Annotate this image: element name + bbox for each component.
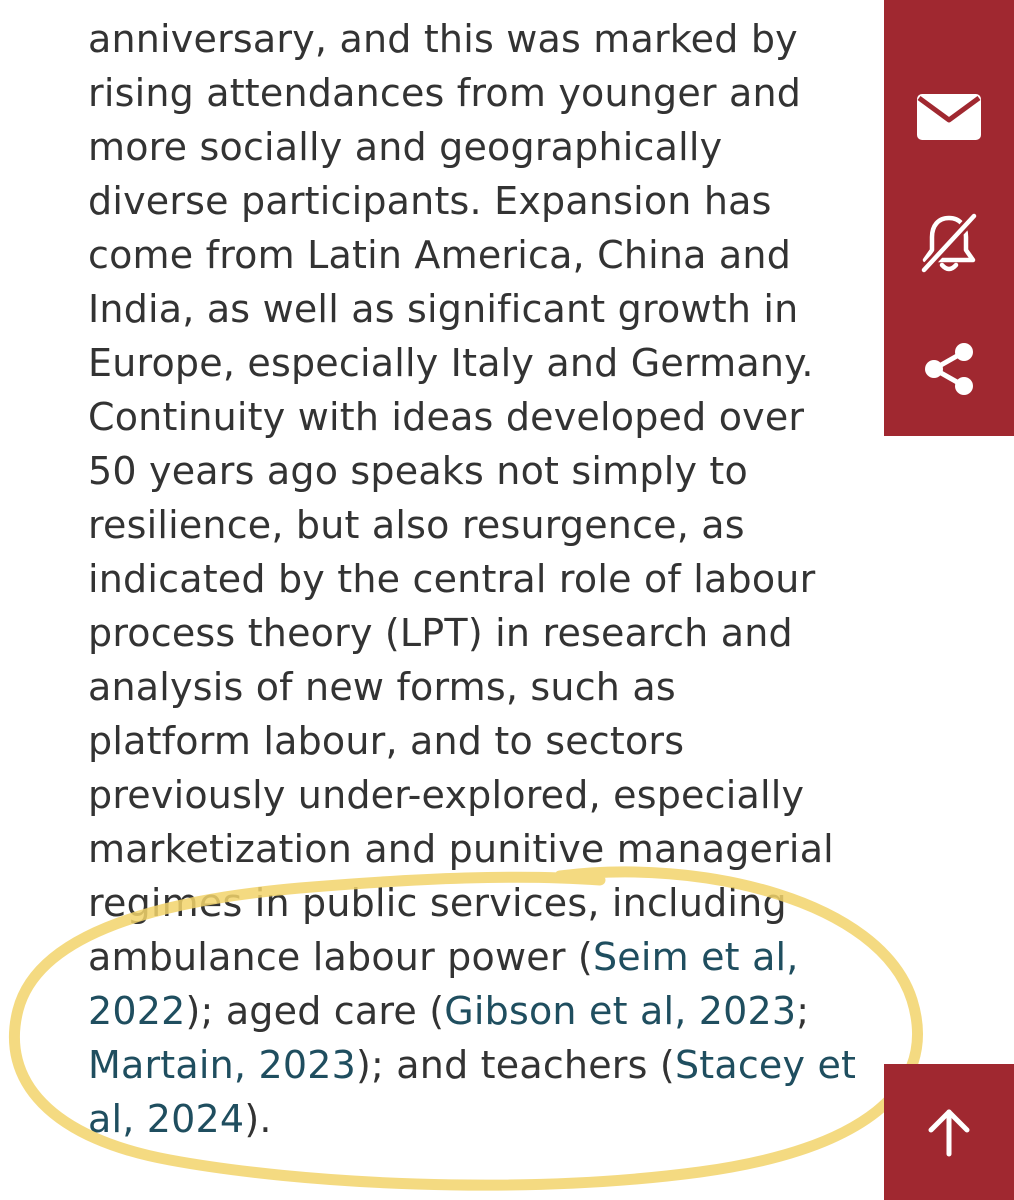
text-span: ; — [796, 989, 810, 1033]
citation-link-martain[interactable]: Martain, 2023 — [88, 1043, 356, 1087]
back-to-top-button[interactable] — [884, 1064, 1014, 1200]
paragraph-line: 50 years ago speaks not simply to — [88, 449, 748, 493]
paragraph-line: Europe, especially Italy and Germany. — [88, 341, 814, 385]
paragraph-line: process theory (LPT) in research and — [88, 611, 793, 655]
text-span: ambulance labour power ( — [88, 935, 593, 979]
article-body — [88, 0, 857, 1200]
alert-off-icon — [916, 210, 982, 276]
paragraph-line: analysis of new forms, such as — [88, 665, 676, 709]
paragraph-line: diverse participants. Expansion has — [88, 179, 772, 223]
share-button[interactable] — [884, 314, 1014, 424]
text-span: ); and teachers ( — [356, 1043, 675, 1087]
arrow-up-icon — [923, 1106, 975, 1158]
paragraph-line: India, as well as significant growth in — [88, 287, 799, 331]
paragraph-line — [88, 1038, 856, 1092]
citation-link-seim[interactable]: Seim et al, — [592, 935, 799, 979]
email-icon — [915, 92, 983, 142]
paragraph-line: previously under-explored, especially — [88, 773, 805, 817]
paragraph-line: anniversary, and this was marked by — [88, 17, 798, 61]
paragraph-line: regimes in public services, including — [88, 881, 787, 925]
citation-link-seim-year[interactable]: 2022 — [88, 989, 186, 1033]
text-span: ); aged care ( — [185, 989, 445, 1033]
paragraph-line: Continuity with ideas developed over — [88, 395, 805, 439]
paragraph-line: marketization and punitive managerial — [88, 827, 834, 871]
paragraph-line — [88, 930, 799, 984]
paragraph-line: rising attendances from younger and — [88, 71, 802, 115]
citation-link-stacey-year[interactable]: al, 2024 — [88, 1097, 245, 1141]
paragraph-line: come from Latin America, China and — [88, 233, 792, 277]
paragraph-line: platform labour, and to sectors — [88, 719, 685, 763]
paragraph-line: indicated by the central role of labour — [88, 557, 816, 601]
citation-link-stacey[interactable]: Stacey et — [674, 1043, 857, 1087]
paragraph-line: more socially and geographically — [88, 125, 723, 169]
text-span: ). — [244, 1097, 272, 1141]
citation-link-gibson[interactable]: Gibson et al, 2023 — [444, 989, 797, 1033]
alert-off-button[interactable] — [884, 188, 1014, 298]
paragraph-line — [88, 1092, 272, 1146]
article-tools-sidebar — [884, 0, 1014, 436]
paragraph-line: resilience, but also resurgence, as — [88, 503, 745, 547]
email-button[interactable] — [884, 62, 1014, 172]
paragraph-line — [88, 984, 809, 1038]
share-icon — [920, 340, 978, 398]
